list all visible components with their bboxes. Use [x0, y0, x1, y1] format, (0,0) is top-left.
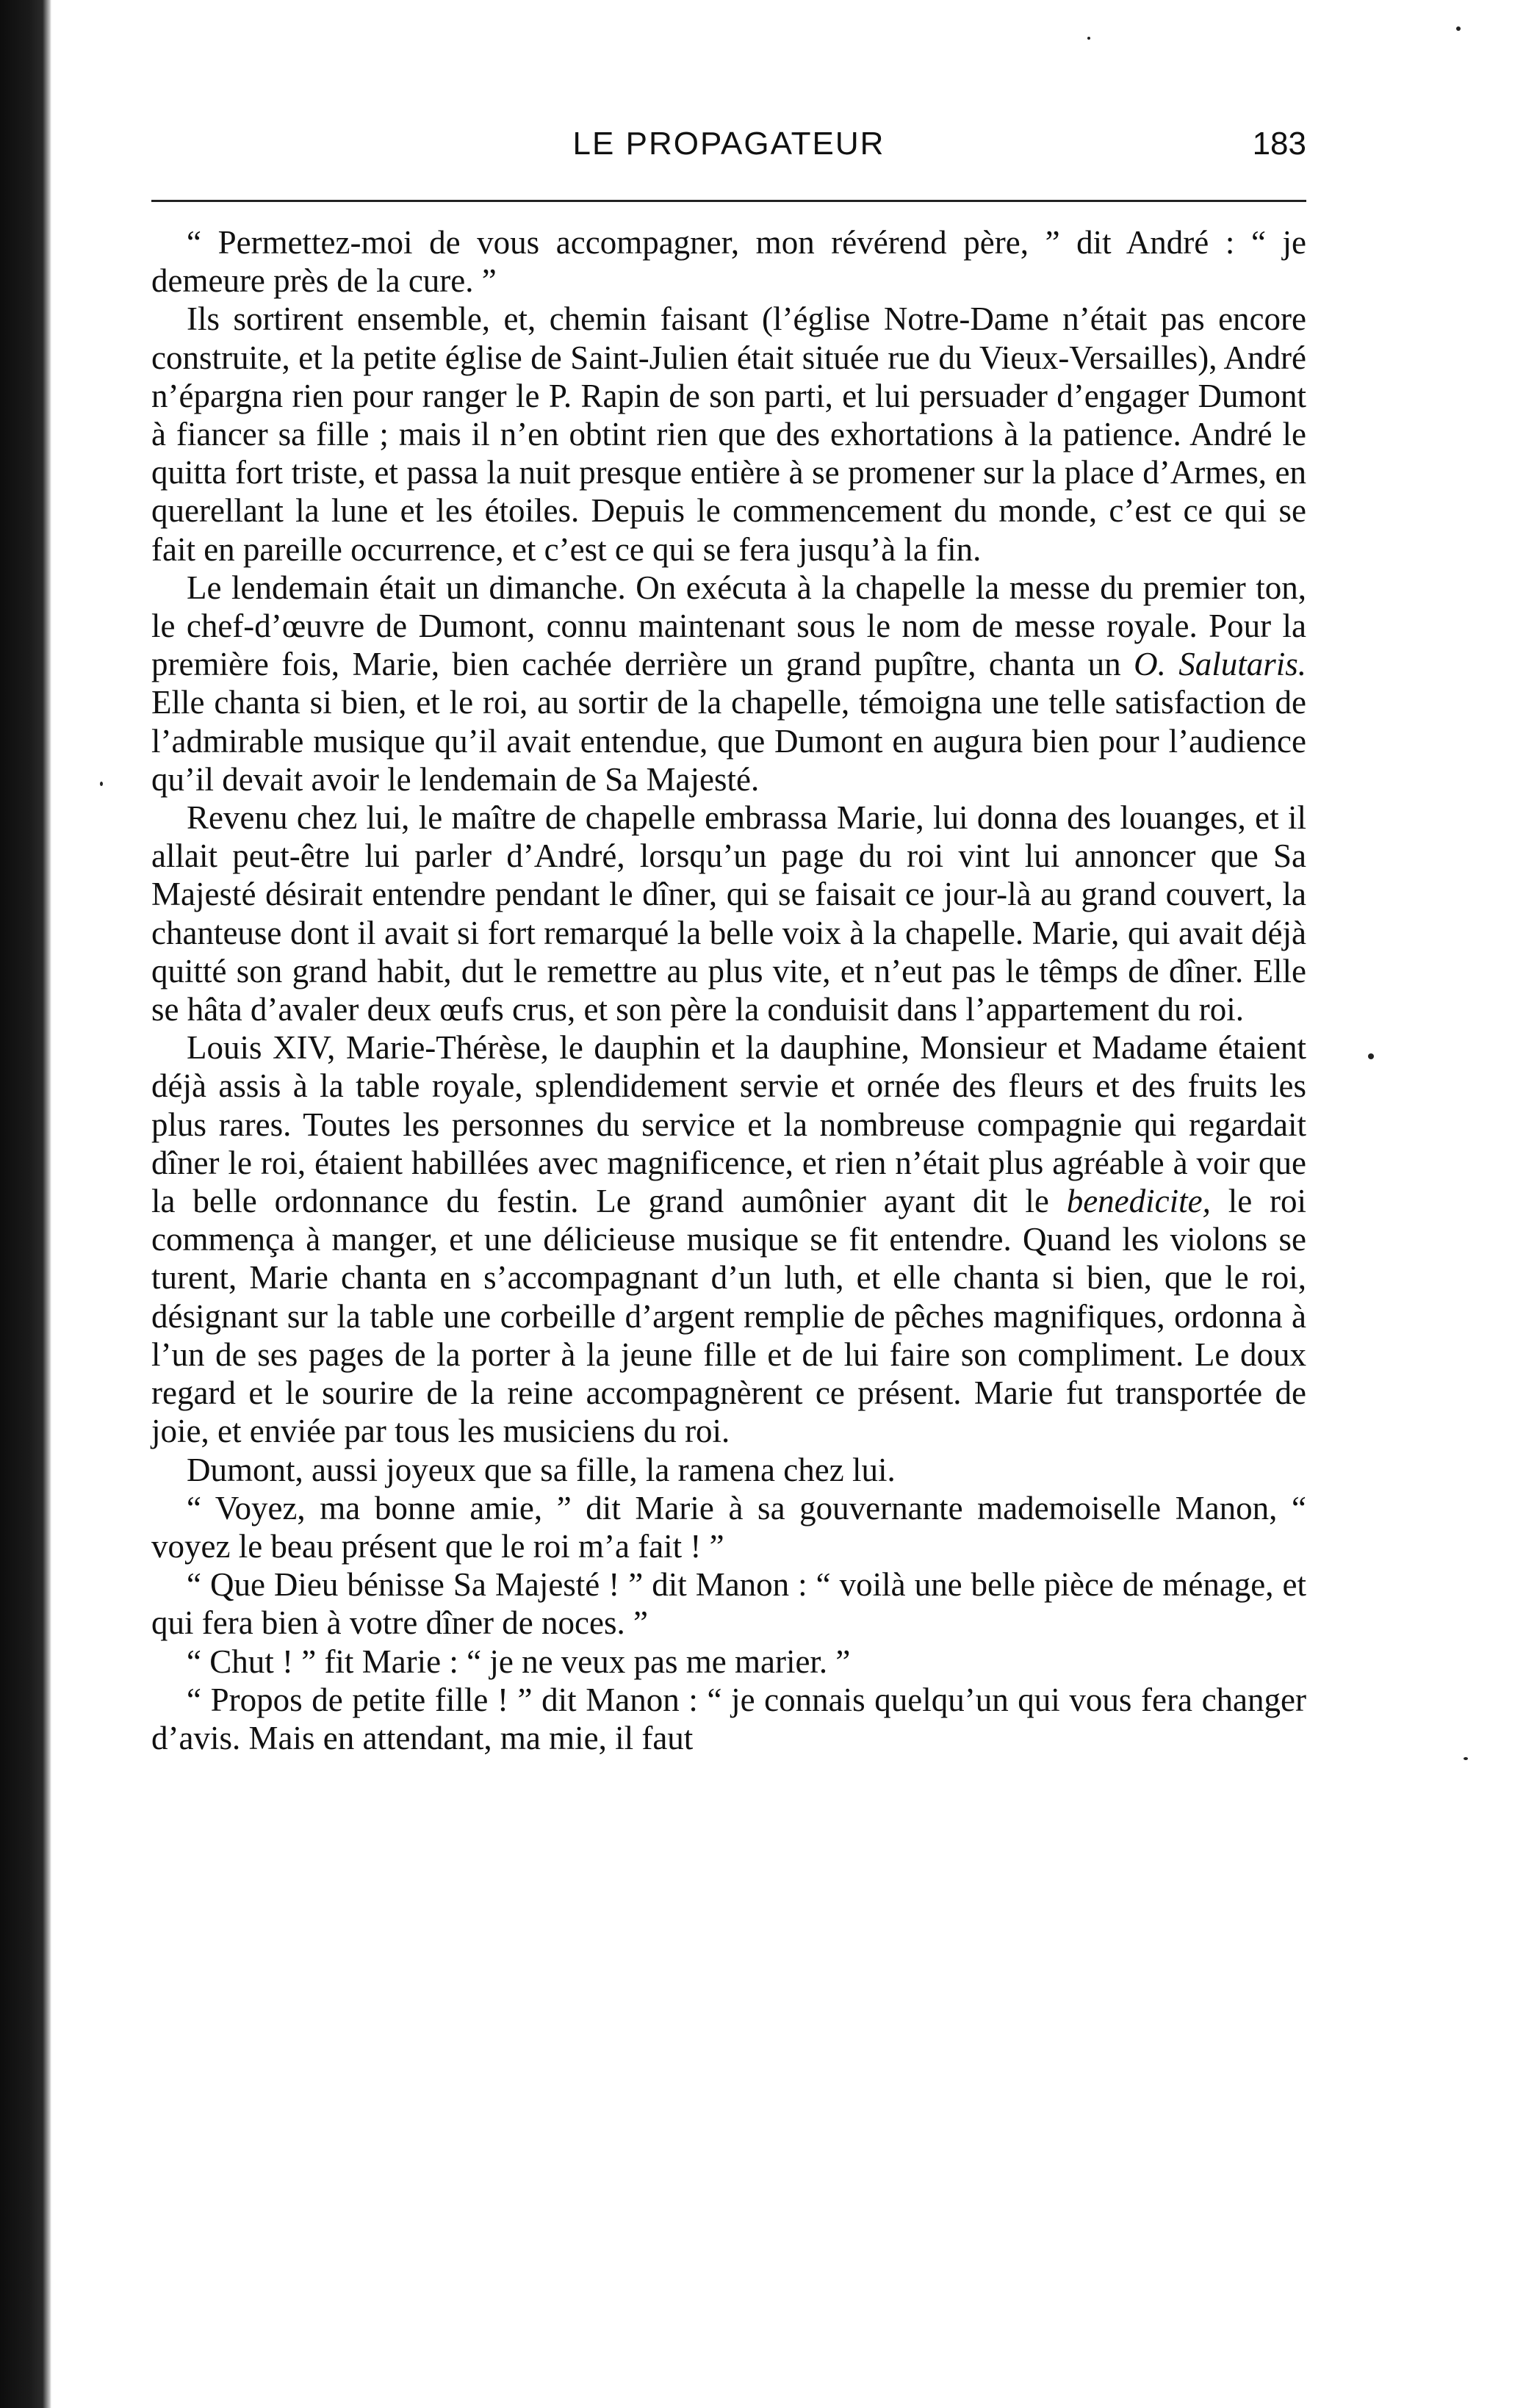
running-head: LE PROPAGATEUR — [572, 126, 885, 162]
text-run: “ Propos de petite fille ! ” dit Manon : “ je connais quelqu’un qui vous fera changer d’avis. Mais en attendant, ma mie, il faut — [151, 1681, 1306, 1756]
paragraph — [151, 1681, 1306, 1757]
ink-speck — [1368, 1053, 1374, 1059]
page-number: 183 — [1252, 126, 1306, 162]
ink-speck — [1464, 1757, 1468, 1760]
book-spine-shadow — [0, 0, 51, 2408]
ink-speck — [1456, 26, 1461, 31]
paragraph — [151, 300, 1306, 568]
text-run: “ Que Dieu bénisse Sa Majesté ! ” dit Manon : “ voilà une belle pièce de ménage, et qui fera bien à votre dîner de noces. ” — [151, 1566, 1306, 1642]
text-run: “ Voyez, ma bonne amie, ” dit Marie à sa gouvernante mademoiselle Manon, “ voyez le beau présent que le roi m’a fait ! ” — [151, 1489, 1306, 1565]
paragraph — [151, 1489, 1306, 1565]
body-text — [151, 223, 1306, 1757]
text-run: Le lendemain était un dimanche. On exécuta à la chapelle la messe du premier ton, le chef-d’œuvre de Dumont, connu maintenant sous le nom de messe royale. Pour la première fois, Marie, bien cachée derrière un grand pupître, chanta un — [151, 569, 1306, 683]
paragraph — [151, 799, 1306, 1028]
text-run: le roi commença à manger, et une délicieuse musique se fit entendre. Quand les violons se turent, Marie chanta en s’accompagnant d’un luth, et elle chanta si bien, que le roi, désignant sur la table une corbeille d’argent remplie de pêches magnifiques, ordonna à l’un de ses pages de la porter à la jeune fille et de lui faire son compliment. Le doux regard et le sourire de la reine accompagnèrent ce présent. Marie fut transportée de joie, et enviée par tous les musiciens du roi. — [151, 1183, 1307, 1450]
text-run: “ Permettez-moi de vous accompagner, mon révérend père, ” dit André : “ je demeure près de la cure. ” — [151, 224, 1306, 300]
paragraph — [151, 569, 1306, 799]
text-run: Ils sortirent ensemble, et, chemin faisant (l’église Notre-Dame n’était pas encore construite, et la petite église de Saint-Julien était située rue du Vieux-Versailles), André n’épargna rien pour ranger le P. Rapin de son parti, et lui persuader d’engager Dumont à fiancer sa fille ; mais il n’en obtint rien que des exhortations à la patience. André le quitta fort triste, et passa la nuit presque entière à se promener sur la place d’Armes, en querellant la lune et les étoiles. Depuis le commencement du monde, c’est ce qui se fait en pareille occurrence, et c’est ce qui se fera jusqu’à la fin. — [151, 300, 1306, 568]
text-run: “ Chut ! ” fit Marie : “ je ne veux pas me marier. ” — [187, 1643, 851, 1680]
header-rule — [151, 200, 1306, 202]
italic-text: O. Salutaris. — [1134, 646, 1307, 683]
text-run: Dumont, aussi joyeux que sa fille, la ramena chez lui. — [187, 1451, 896, 1488]
italic-text: benedicite, — [1066, 1183, 1211, 1220]
paragraph — [151, 1643, 1306, 1681]
paragraph — [151, 1565, 1306, 1642]
ink-speck — [1087, 37, 1090, 40]
paragraph — [151, 1028, 1306, 1450]
text-run: Elle chanta si bien, et le roi, au sortir de la chapelle, témoigna une telle satisfaction de l’admirable musique qu’il avait entendue, que Dumont en augura bien pour l’audience qu’il devait avoir le lendemain de Sa Majesté. — [151, 684, 1306, 798]
text-run: Louis XIV, Marie-Thérèse, le dauphin et la dauphine, Monsieur et Madame étaient déjà assis à la table royale, splendidement servie et ornée des fleurs et des fruits les plus rares. Toutes les personnes du service et la nombreuse compagnie qui regardait dîner le roi, étaient habillées avec magnificence, et rien n’était plus agréable à voir que la belle ordonnance du festin. Le grand aumônier ayant dit le — [151, 1029, 1306, 1220]
text-run: Revenu chez lui, le maître de chapelle embrassa Marie, lui donna des louanges, et il allait peut-être lui parler d’André, lorsqu’un page du roi vint lui annoncer que Sa Majesté désirait entendre pendant le dîner, qui se faisait ce jour-là au grand couvert, la chanteuse dont il avait si fort remarqué la belle voix à la chapelle. Marie, qui avait déjà quitté son grand habit, dut le remettre au plus vite, et n’eut pas le têmps de dîner. Elle se hâta d’avaler deux œufs crus, et son père la conduisit dans l’appartement du roi. — [151, 799, 1306, 1028]
ink-speck — [100, 782, 103, 786]
paragraph — [151, 1451, 1306, 1489]
paragraph — [151, 223, 1306, 300]
page-header — [151, 122, 1306, 173]
